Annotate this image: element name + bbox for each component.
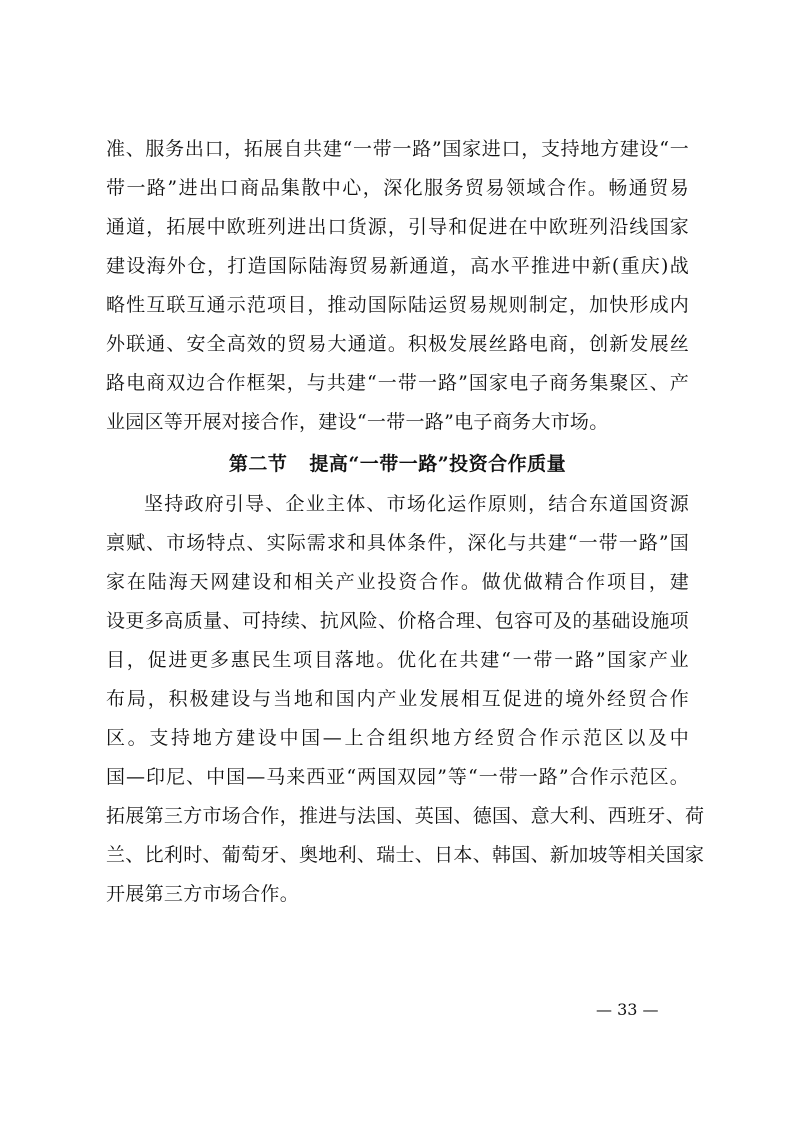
section-heading: [106, 449, 689, 479]
paragraph-line: 拓展第三方市场合作，推进与法国、英国、德国、意大利、西班牙、荷: [106, 805, 705, 827]
paragraph-line: 家在陆海天网建设和相关产业投资合作。做优做精合作项目，建: [106, 571, 689, 593]
section-number: 第二节: [228, 453, 288, 475]
body-paragraph-2: [106, 485, 705, 914]
page-number: — 33 —: [596, 1000, 659, 1019]
paragraph-line: 禀赋、市场特点、实际需求和具体条件，深化与共建“一带一路”国: [106, 532, 689, 554]
paragraph-line: 区。支持地方建设中国—上合组织地方经贸合作示范区以及中: [106, 727, 689, 749]
body-paragraph-1: [106, 130, 689, 442]
paragraph-line: 坚持政府引导、企业主体、市场化运作原则，结合东道国资源: [144, 493, 689, 515]
paragraph-line: 兰、比利时、葡萄牙、奥地利、瑞士、日本、韩国、新加坡等相关国家: [106, 844, 705, 866]
paragraph-line: 设更多高质量、可持续、抗风险、价格合理、包容可及的基础设施项: [106, 610, 689, 632]
paragraph-line: 准、服务出口，拓展自共建“一带一路”国家进口，支持地方建设“一: [106, 138, 689, 160]
paragraph-line: 外联通、安全高效的贸易大通道。积极发展丝路电商，创新发展丝: [106, 333, 689, 355]
section-title: 提高“一带一路”投资合作质量: [309, 453, 567, 475]
paragraph-line: 目，促进更多惠民生项目落地。优化在共建“一带一路”国家产业: [106, 649, 689, 671]
paragraph-line: 略性互联互通示范项目，推动国际陆运贸易规则制定，加快形成内: [106, 294, 689, 316]
paragraph-line: 国—印尼、中国—马来西亚“两国双园”等“一带一路”合作示范区。: [106, 766, 689, 788]
paragraph-line: 建设海外仓，打造国际陆海贸易新通道，高水平推进中新(重庆)战: [106, 255, 689, 277]
paragraph-line: 通道，拓展中欧班列进出口货源，引导和促进在中欧班列沿线国家: [106, 216, 689, 238]
paragraph-line: 带一路”进出口商品集散中心，深化服务贸易领域合作。畅通贸易: [106, 177, 689, 199]
paragraph-line: 开展第三方市场合作。: [106, 883, 300, 905]
paragraph-line: 路电商双边合作框架，与共建“一带一路”国家电子商务集聚区、产: [106, 372, 689, 394]
paragraph-line: 布局，积极建设与当地和国内产业发展相互促进的境外经贸合作: [106, 688, 689, 710]
paragraph-line: 业园区等开展对接合作，建设“一带一路”电子商务大市场。: [106, 411, 609, 433]
